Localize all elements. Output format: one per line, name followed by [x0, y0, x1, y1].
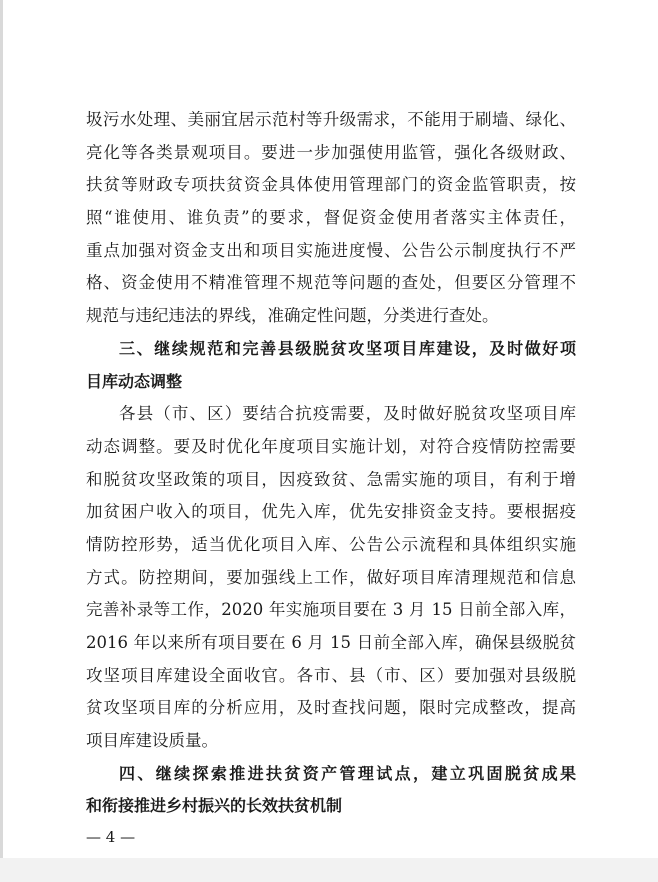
- page-bottom-margin: [0, 858, 658, 882]
- section-heading-4: 四、继续探索推进扶贫资产管理试点，建立巩固脱贫成果: [119, 763, 576, 783]
- paragraph-2-line: 完善补录等工作，2020 年实施项目要在 3 月 15 日前全部入库，: [86, 600, 576, 620]
- section-heading-4-continued: 和衔接推进乡村振兴的长效扶贫机制: [86, 796, 343, 816]
- page-left-edge: [0, 0, 3, 882]
- paragraph-1-line: 扶贫等财政专项扶贫资金具体使用管理部门的资金监管职责，按: [86, 175, 576, 195]
- paragraph-1-line: 圾污水处理、美丽宜居示范村等升级需求，不能用于刷墙、绿化、: [86, 110, 576, 129]
- paragraph-2-line: 项目库建设质量。: [86, 731, 218, 751]
- paragraph-2-line: 加贫困户收入的项目，优先入库，优先安排资金支持。要根据疫: [86, 502, 576, 522]
- paragraph-2-line: 2016 年以来所有项目要在 6 月 15 日前全部入库，确保县级脱贫: [86, 633, 576, 652]
- document-body: [86, 104, 576, 823]
- section-heading-3-continued: 目库动态调整: [86, 371, 183, 391]
- paragraph-1-line: 亮化等各类景观项目。要进一步加强使用监管，强化各级财政、: [86, 142, 576, 162]
- paragraph-1-line: 照“谁使用、谁负责”的要求，督促资金使用者落实主体责任，: [86, 208, 576, 228]
- paragraph-2-line: 攻坚项目库建设全面收官。各市、县（市、区）要加强对县级脱: [86, 665, 576, 685]
- paragraph-1-line: 格、资金使用不精准管理不规范等问题的查处，但要区分管理不: [86, 273, 576, 293]
- paragraph-2-line: 动态调整。要及时优化年度项目实施计划，对符合疫情防控需要: [86, 436, 576, 456]
- paragraph-2-line: 方式。防控期间，要加强线上工作，做好项目库清理规范和信息: [86, 567, 576, 587]
- paragraph-1-line: 重点加强对资金支出和项目实施进度慢、公告公示制度执行不严: [86, 240, 576, 260]
- section-heading-3: 三、继续规范和完善县级脱贫攻坚项目库建设，及时做好项: [119, 338, 576, 358]
- paragraph-2-line: 情防控形势，适当优化项目入库、公告公示流程和具体组织实施: [86, 534, 576, 554]
- paragraph-2-line: 贫攻坚项目库的分析应用，及时查找问题，限时完成整改，提高: [86, 698, 576, 718]
- page-number: — 4 —: [86, 828, 136, 846]
- paragraph-2-line: 各县（市、区）要结合抗疫需要，及时做好脱贫攻坚项目库: [119, 404, 576, 424]
- paragraph-2-line: 和脱贫攻坚政策的项目，因疫致贫、急需实施的项目，有利于增: [86, 469, 576, 489]
- paragraph-1-line: 规范与违纪违法的界线，准确定性问题，分类进行查处。: [86, 306, 499, 326]
